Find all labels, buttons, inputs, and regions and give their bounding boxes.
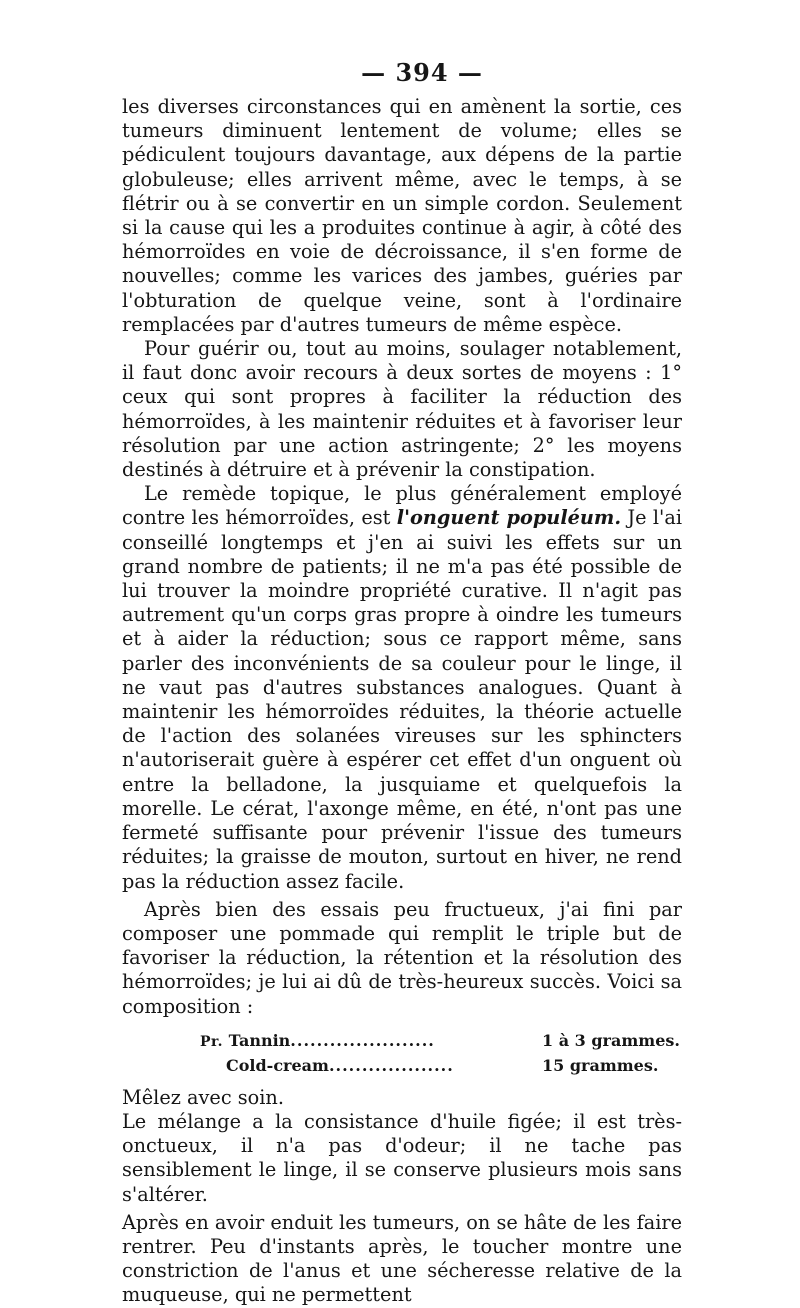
ingredient-name: Tannin — [228, 1030, 291, 1050]
book-page — [122, 58, 682, 1308]
recipe-ingredient — [200, 1029, 290, 1054]
paragraph-7: Après en avoir enduit les tumeurs, on se hâte de les faire rentrer. Peu d'instants après, le toucher montre une constriction de l'anus et une sécheresse relative de la muqueuse, qui ne permettent — [122, 1210, 682, 1307]
paragraph-6: Le mélange a la consistance d'huile figée; il est très-onctueux, il n'a pas d'odeur; il ne tache pas sensiblement le linge, il se conserve plusieurs mois sans s'altérer. — [122, 1109, 682, 1206]
ingredient-quantity: 1 à 3 grammes. — [542, 1030, 680, 1050]
paragraph-1: les diverses circonstances qui en amènent la sortie, ces tumeurs diminuent lentement de volume; elles se pédiculent toujours davantage, aux dépens de la partie globuleuse; elles arrivent même, avec le temps, à se flétrir ou à se convertir en un simple cordon. Seulement si la cause qui les a produites continue à agir, à côté des hémorroïdes en voie de décroissance, il s'en forme de nouvelles; comme les varices des jambes, guéries par l'obturation de quelque veine, sont à l'ordinaire remplacées par d'autres tumeurs de même espèce. — [122, 95, 682, 336]
paragraph-3 — [122, 482, 682, 893]
paragraph-3-text-end: Je l'ai conseillé longtemps et j'en ai suivi les effets sur un grand nombre de patients; il ne m'a pas été possible de lui trouver la moindre propriété curative. Il n'agit pas autrement qu'un corps gras propre à oindre les tumeurs et à aider la réduction; sous ce rapport même, sans parler des inconvénients de sa couleur pour le linge, il ne vaut pas d'autres substances analogues. Quant à maintenir les hémorroïdes réduites, la théorie actuelle de l'action des solanées vireuses sur les sphincters n'autoriserait guère à espérer cet effet d'un onguent où entre la belladone, la jusquiame et quelquefois la morelle. Le cérat, l'axonge même, en été, n'ont pas une fermeté suffisante pour prévenir l'issue des tumeurs réduites; la graisse de mouton, surtout en hiver, ne rend pas la réduction assez facile. — [122, 506, 682, 893]
paragraph-5: Mêlez avec soin. — [122, 1085, 284, 1109]
leader-dots: ................... — [328, 1055, 454, 1075]
remedy-name-italic: l'onguent populéum. — [396, 506, 622, 530]
recipe-prefix: Pr. — [200, 1033, 223, 1050]
paragraph-4: Après bien des essais peu fructueux, j'ai fini par composer une pommade qui remplit le triple but de favoriser la réduction, la rétention et la résolution des hémorroïdes; je lui ai dû de très-heureux succès. Voici sa composition : — [122, 897, 682, 1018]
leader-dots: ...................... — [290, 1030, 435, 1050]
page-number: — 394 — — [361, 58, 483, 87]
ingredient-name: Cold-cream — [226, 1055, 329, 1075]
recipe-row — [122, 1029, 682, 1054]
recipe-row — [122, 1054, 682, 1078]
paragraph-3-text-start: Le remède topique, le plus généralement employé contre les hémorroïdes, est — [122, 482, 682, 530]
paragraph-2: Pour guérir ou, tout au moins, soulager notablement, il faut donc avoir recours à deux sortes de moyens : 1° ceux qui sont propres à faciliter la réduction des hémorroïdes, à les maintenir réduites et à favoriser leur résolution par une action astringente; 2° les moyens destinés à détruire et à prévenir la constipation. — [122, 337, 682, 482]
recipe-block — [122, 1029, 682, 1078]
ingredient-quantity: 15 grammes. — [542, 1055, 659, 1075]
